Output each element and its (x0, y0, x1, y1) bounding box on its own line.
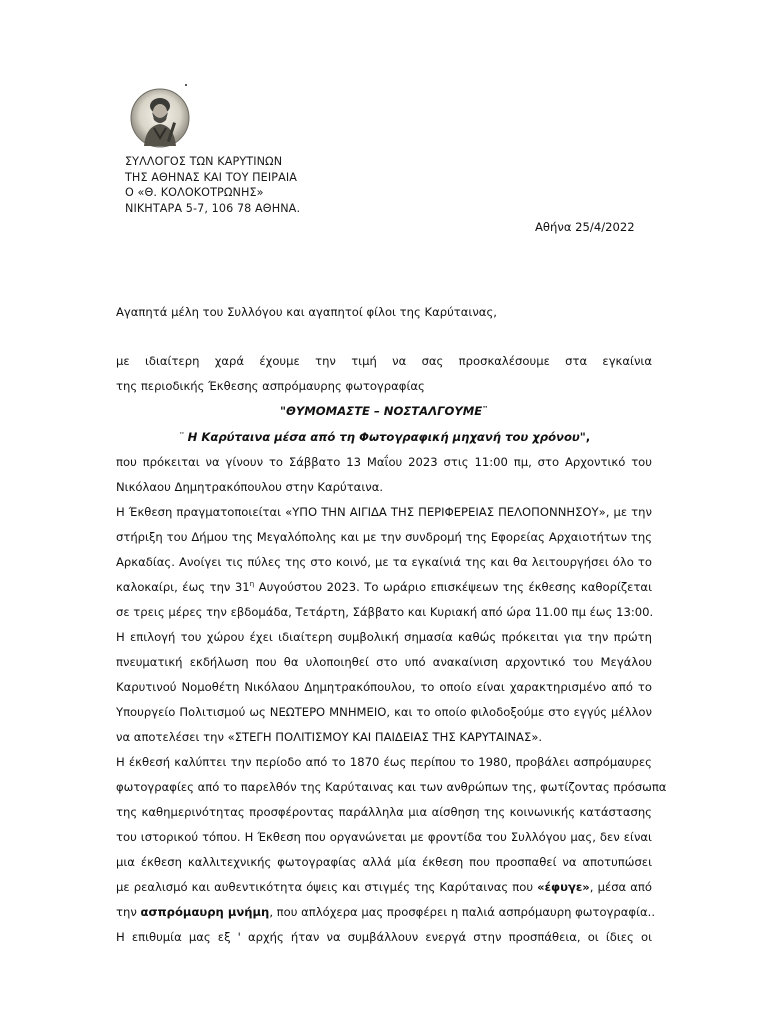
organization-header (125, 154, 300, 216)
exhibit-title-text: ΘΥΜΟΜΑΣΤΕ – ΝΟΣΤΑΛΓΟΥΜΕ (286, 404, 483, 418)
paragraph-line: Η επιθυμία μας εξ ' αρχής ήταν να συμβάλλουν ενεργά στην προσπάθεια, οι ίδιες οι (116, 930, 652, 944)
org-name-line: ΤΗΣ ΑΘΗΝΑΣ ΚΑΙ ΤΟΥ ΠΕΙΡΑΙΑ (125, 170, 297, 184)
paragraph-line: της καθημερινότητας προσφέροντας παράλληλα μια αίσθηση της κοινωνικής κατάστασης (116, 805, 652, 819)
org-name-line: ΣΥΛΛΟΓΟΣ ΤΩΝ ΚΑΡΥΤΙΝΩΝ (125, 155, 283, 168)
emphasis-text: «έφυγε» (537, 880, 590, 894)
stray-dot (185, 84, 187, 86)
paragraph-line: μια έκθεση καλλιτεχνικής φωτογραφίας αλλά μία έκθεση που προσπαθεί να αποτυπώσει (116, 855, 652, 869)
paragraph-line: φωτογραφίες από το παρελθόν της Καρύταινας και των ανθρώπων της, φωτίζοντας πρόσωπα (116, 780, 667, 794)
exhibit-subtitle: ¨ Η Καρύταινα μέσα από τη Φωτογραφική μηχανή του χρόνου", (177, 430, 591, 444)
paragraph-line: καλοκαίρι, έως την $31^\eta$ Αυγούστου 2023. Το ωράριο επισκέψεων της έκθεσης καθορίζεται (116, 580, 652, 594)
paragraph-line: Η επιλογή του χώρου έχει ιδιαίτερη συμβολική σημασία καθώς πρόκειται για την πρώτη (116, 630, 652, 644)
paragraph-line: σε τρεις μέρες την εβδομάδα, Τετάρτη, Σάββατο και Κυριακή από ώρα 11.00 πμ έως 13:00. (116, 605, 654, 619)
paragraph-line: την ασπρόμαυρη μνήμη, που απλόχερα μας προσφέρει η παλιά ασπρόμαυρη φωτογραφία.. (116, 905, 656, 919)
paragraph-line: Αρκαδίας. Ανοίγει τις πύλες της στο κοινό, με τα εγκαίνιά της και θα λειτουργήσει όλο το (116, 555, 652, 569)
greeting: Αγαπητά μέλη του Συλλόγου και αγαπητοί φίλοι της Καρύταινας, (116, 305, 497, 319)
intro-line: με ιδιαίτερη χαρά έχουμε την τιμή να σας προσκαλέσουμε στα εγκαίνια (116, 354, 652, 368)
paragraph-line: να αποτελέσει την «ΣΤΕΓΗ ΠΟΛΙΤΙΣΜΟΥ ΚΑΙ ΠΑΙΔΕΙΑΣ ΤΗΣ ΚΑΡΥΤΑΙΝΑΣ». (116, 730, 543, 744)
exhibit-title: "ΘΥΜΟΜΑΣΤΕ – ΝΟΣΤΑΛΓΟΥΜΕ¨ (279, 404, 489, 418)
paragraph-line: πνευματική εκδήλωση που θα υλοποιηθεί στο υπό ανακαίνιση αρχοντικό του Μεγάλου (116, 655, 652, 669)
intro-line: της περιοδικής Έκθεσης ασπρόμαυρης φωτογραφίας (116, 379, 425, 393)
paragraph-line: Νικόλαου Δημητρακόπουλου στην Καρύταινα. (116, 480, 384, 494)
paragraph-line: του ιστορικού τόπου. Η Έκθεση που οργανώνεται με φροντίδα του Συλλόγου μας, δεν είναι (116, 830, 652, 844)
exhibit-subtitle-text: Η Καρύταινα μέσα από τη Φωτογραφική μηχανή του χρόνου (183, 430, 580, 444)
paragraph-line: Η Έκθεση πραγματοποιείται «ΥΠΟ ΤΗΝ ΑΙΓΙΔΑ ΤΗΣ ΠΕΡΙΦΕΡΕΙΑΣ ΠΕΛΟΠΟΝΝΗΣΟΥ», με την (116, 505, 652, 519)
paragraph-line: Καρυτινού Νομοθέτη Νικόλαου Δημητρακόπουλου, το οποίο είναι χαρακτηρισμένο από το (116, 680, 652, 694)
ordinal-superscript: η (249, 580, 255, 589)
paragraph-line: στήριξη του Δήμου της Μεγαλόπολης και με την συνδρομή της Εφορείας Αρχαιοτήτων της (116, 530, 652, 544)
letter-date: Αθήνα 25/4/2022 (535, 220, 635, 234)
paragraph-line: που πρόκειται να γίνουν το Σάββατο 13 Μαΐου 2023 στις 11:00 πμ, στο Αρχοντικό του (116, 455, 652, 469)
paragraph-line: με ρεαλισμό και αυθεντικότητα όψεις και στιγμές της Καρύταινας που «έφυγε», μέσα από (116, 880, 652, 894)
paragraph-line: Η έκθεσή καλύπτει την περίοδο από το 1870 έως περίπου το 1980, προβάλει ασπρόμαυρες (116, 755, 652, 769)
org-address-line: ΝΙΚΗΤΑΡΑ 5-7, 106 78 ΑΘΗΝΑ. (125, 201, 301, 215)
emphasis-text: ασπρόμαυρη μνήμη (140, 905, 270, 919)
paragraph-line: Υπουργείο Πολιτισμού ως ΝΕΩΤΕΡΟ ΜΝΗΜΕΙΟ, και το οποίο φιλοδοξούμε στο εγγύς μέλλον (116, 705, 652, 719)
portrait-emblem-icon (130, 88, 190, 148)
org-name-line: Ο «Θ. ΚΟΛΟΚΟΤΡΩΝΗΣ» (125, 186, 264, 199)
